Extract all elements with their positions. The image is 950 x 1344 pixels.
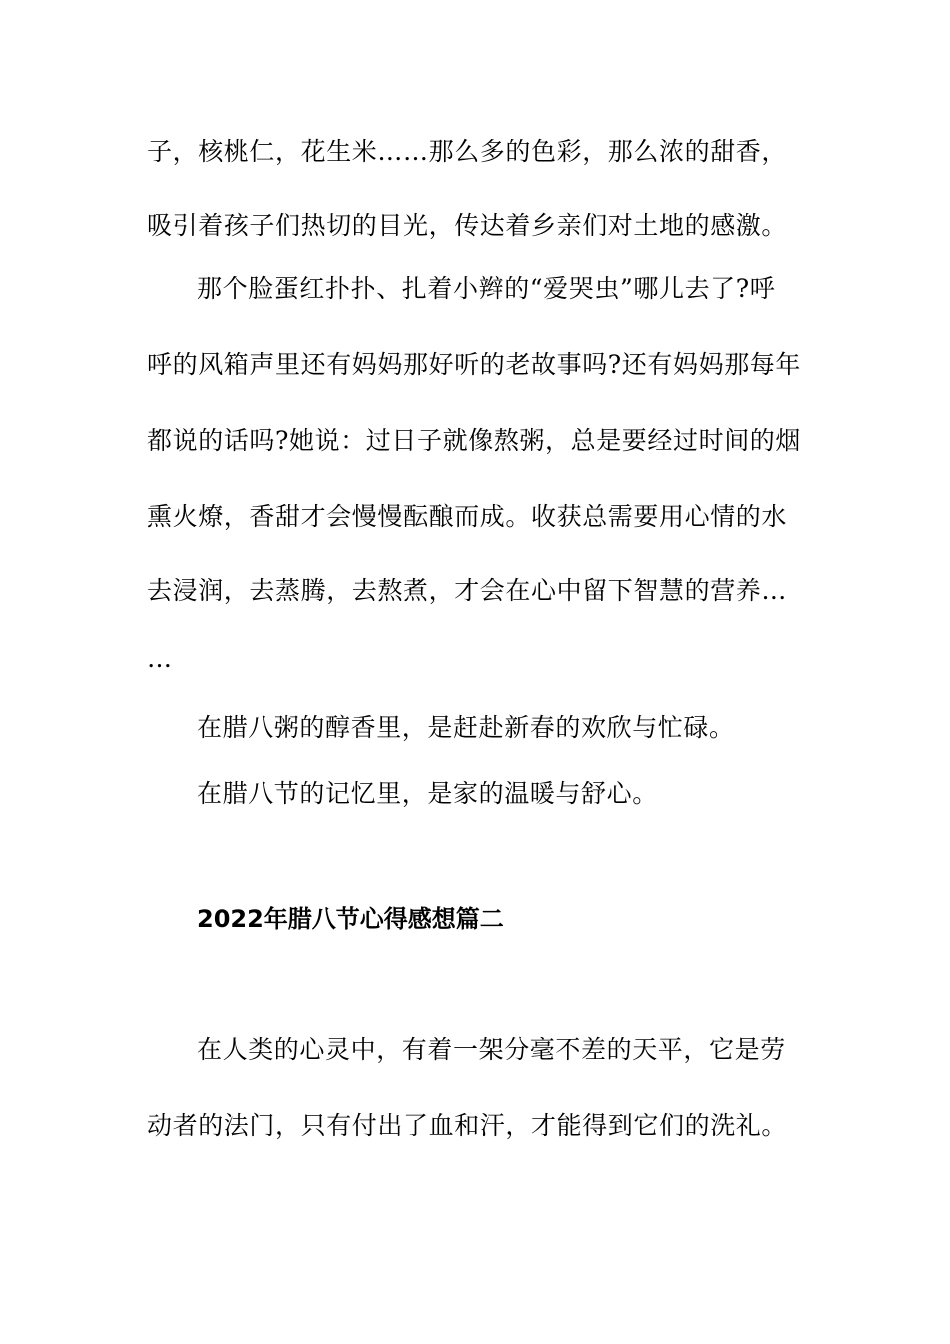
paragraph-line: 在腊八粥的醇香里，是赶赴新春的欢欣与忙碌。	[197, 713, 735, 742]
paragraph-line: 熏火燎，香甜才会慢慢酝酿而成。收获总需要用心情的水	[147, 502, 788, 531]
section-heading: 2022年腊八节心得感想篇二	[197, 905, 504, 933]
paragraph-line: 在人类的心灵中，有着一架分毫不差的天平，它是劳	[197, 1035, 786, 1064]
paragraph-line: …	[147, 644, 173, 673]
paragraph-line: 吸引着孩子们热切的目光，传达着乡亲们对土地的感激。	[147, 211, 788, 240]
paragraph-line: 呼的风箱声里还有妈妈那好听的老故事吗?还有妈妈那每年	[147, 350, 802, 379]
paragraph-line: 那个脸蛋红扑扑、扎着小辫的“爱哭虫”哪儿去了?呼	[197, 274, 776, 303]
paragraph-line: 在腊八节的记忆里，是家的温暖与舒心。	[197, 779, 658, 808]
paragraph-line: 去浸润，去蒸腾，去熬煮，才会在心中留下智慧的营养…	[147, 576, 788, 605]
paragraph-line: 都说的话吗?她说：过日子就像熬粥，总是要经过时间的烟	[147, 426, 802, 455]
paragraph-line: 动者的法门，只有付出了血和汗，才能得到它们的洗礼。	[147, 1111, 788, 1140]
paragraph-line: 子，核桃仁，花生米……那么多的色彩，那么浓的甜香，	[147, 137, 788, 166]
